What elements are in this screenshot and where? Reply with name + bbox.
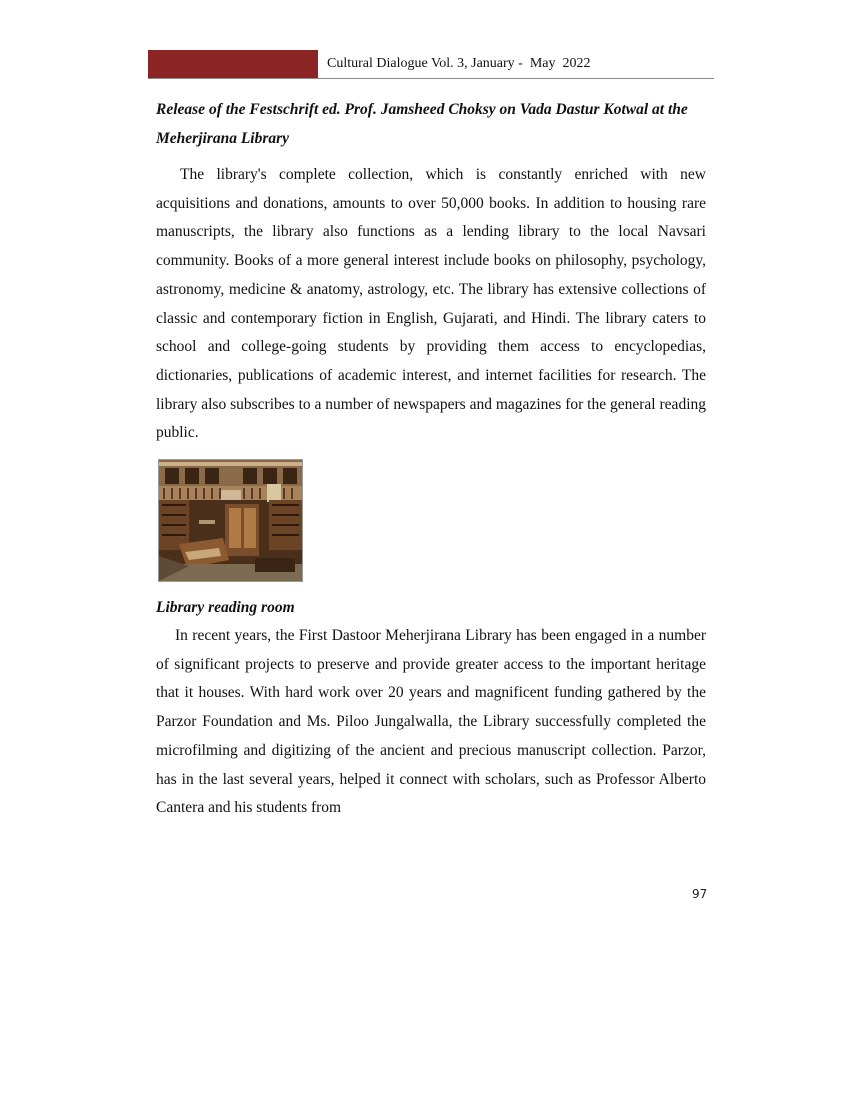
library-reading-room-photo	[158, 459, 303, 582]
page-number: 97	[692, 887, 708, 901]
journal-title: Cultural Dialogue Vol. 3, January - May 2022	[327, 56, 591, 71]
photo-caption: Library reading room	[156, 599, 295, 617]
paragraph-collection: The library's complete collection, which is constantly enriched with new acquisitions and donations, amounts to over 50,000 books. In addition to housing rare manuscripts, the library also functions as a lending library to the local Navsari community. Books of a more general interest include books on philosophy, psychology, astronomy, medicine & anatomy, astrology, etc. The library has extensive collections of classic and contemporary fiction in English, Gujarati, and Hindi. The library caters to school and college-going students by providing them access to encyclopedias, dictionaries, publications of academic interest, and internet facilities for research. The library also subscribes to a number of newspapers and magazines for the general reading public.	[156, 166, 706, 442]
header-rule	[148, 78, 714, 79]
library-photo-illustration	[159, 460, 302, 581]
section-heading: Release of the Festschrift ed. Prof. Jamsheed Choksy on Vada Dastur Kotwal at the Meherjirana Library	[156, 101, 688, 147]
article-body	[156, 96, 706, 823]
paragraph-projects: In recent years, the First Dastoor Meherjirana Library has been engaged in a number of significant projects to preserve and provide greater access to the important heritage that it houses. With hard work over 20 years and magnificent funding gathered by the Parzor Foundation and Ms. Piloo Jungalwalla, the Library successfully completed the microfilming and digitizing of the ancient and precious manuscript collection. Parzor, has in the last several years, helped it connect with scholars, such as Professor Alberto Cantera and his students from	[156, 627, 706, 817]
header-accent-bar	[148, 50, 318, 79]
